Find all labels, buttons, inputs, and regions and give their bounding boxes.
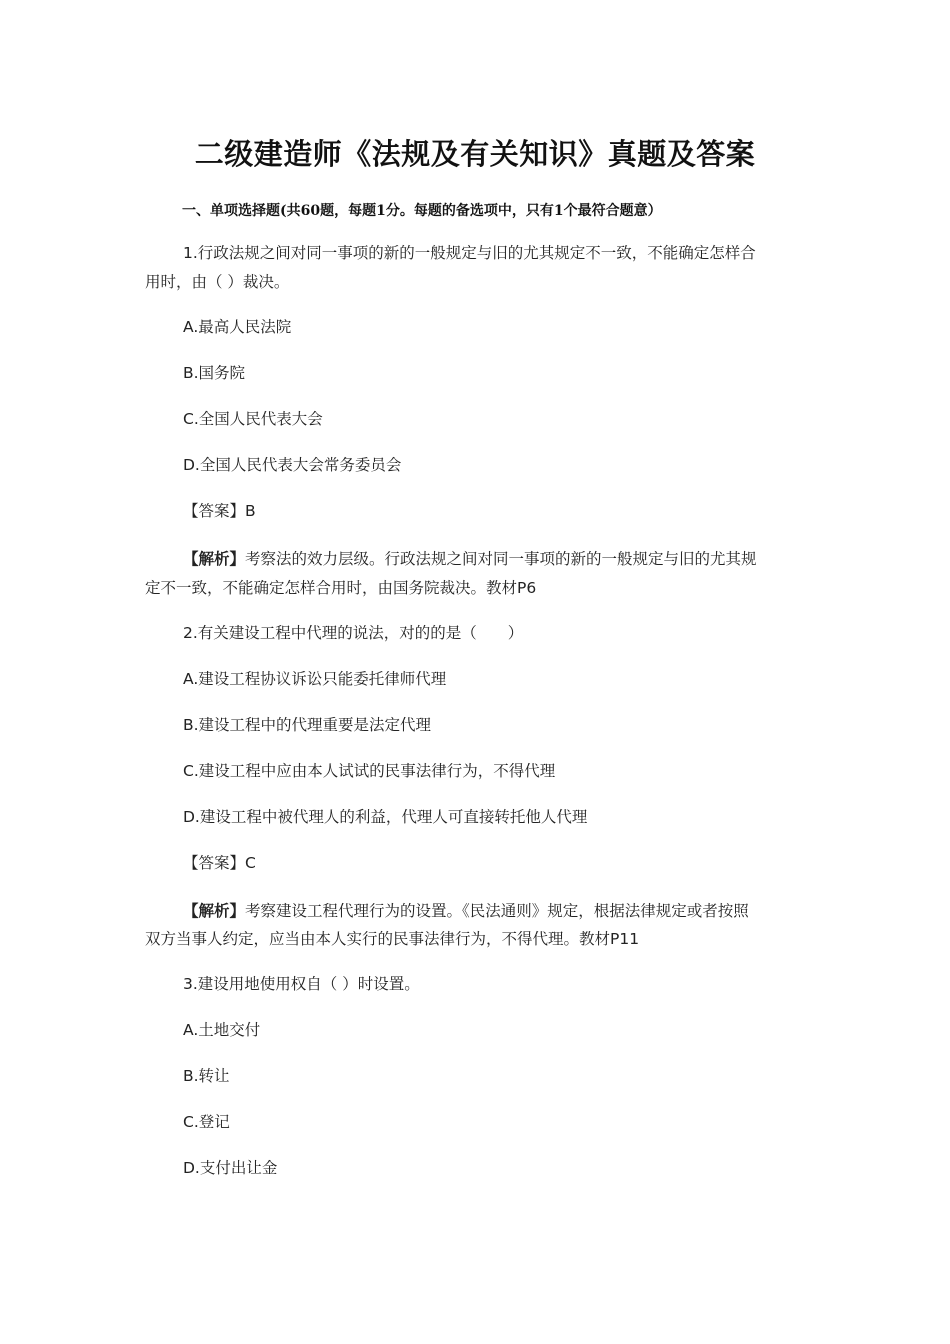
answer-label: 【答案】 (183, 854, 246, 872)
question-2-option-c: C.建设工程中应由本人试试的民事法律行为，不得代理 (183, 762, 556, 780)
analysis-text: 考察建设工程代理行为的设置。《民法通则》规定，根据法律规定或者按照 (245, 902, 749, 920)
question-2-option-a: A.建设工程协议诉讼只能委托律师代理 (183, 670, 447, 688)
answer-value: C (245, 854, 256, 872)
question-1-option-a: A.最高人民法院 (183, 318, 292, 336)
analysis-label: 【解析】 (183, 902, 246, 920)
question-2-analysis (183, 897, 749, 926)
question-1-stem-cont: 用时，由（ ）裁决。 (145, 273, 290, 291)
question-1-answer (183, 497, 256, 526)
question-3-option-d: D.支付出让金 (183, 1159, 278, 1177)
question-1-analysis-cont: 定不一致，不能确定怎样合用时，由国务院裁决。教材P6 (145, 579, 537, 597)
analysis-text: 考察法的效力层级。行政法规之间对同一事项的新的一般规定与旧的尤其规 (245, 550, 757, 568)
question-3-option-b: B.转让 (183, 1067, 230, 1085)
analysis-label: 【解析】 (183, 550, 246, 568)
question-2-stem: 2.有关建设工程中代理的说法，对的的是（ ） (183, 624, 524, 642)
question-1-option-c: C.全国人民代表大会 (183, 410, 323, 428)
question-1-option-b: B.国务院 (183, 364, 246, 382)
section-heading: 一、单项选择题(共60题，每题1分。每题的备选项中，只有1个最符合题意） (182, 203, 662, 219)
question-2-option-d: D.建设工程中被代理人的利益，代理人可直接转托他人代理 (183, 808, 588, 826)
question-1-option-d: D.全国人民代表大会常务委员会 (183, 456, 402, 474)
question-3-stem: 3.建设用地使用权自（ ）时设置。 (183, 975, 420, 993)
document-title: 二级建造师《法规及有关知识》真题及答案 (194, 137, 756, 171)
question-2-answer (183, 849, 256, 878)
answer-value: B (245, 502, 256, 520)
question-3-option-c: C.登记 (183, 1113, 230, 1131)
question-1-stem: 1.行政法规之间对同一事项的新的一般规定与旧的尤其规定不一致，不能确定怎样合 (183, 244, 756, 262)
question-3-option-a: A.土地交付 (183, 1021, 261, 1039)
question-2-analysis-cont: 双方当事人约定，应当由本人实行的民事法律行为，不得代理。教材P11 (145, 930, 640, 948)
question-1-analysis (183, 545, 757, 574)
question-2-option-b: B.建设工程中的代理重要是法定代理 (183, 716, 432, 734)
answer-label: 【答案】 (183, 502, 246, 520)
